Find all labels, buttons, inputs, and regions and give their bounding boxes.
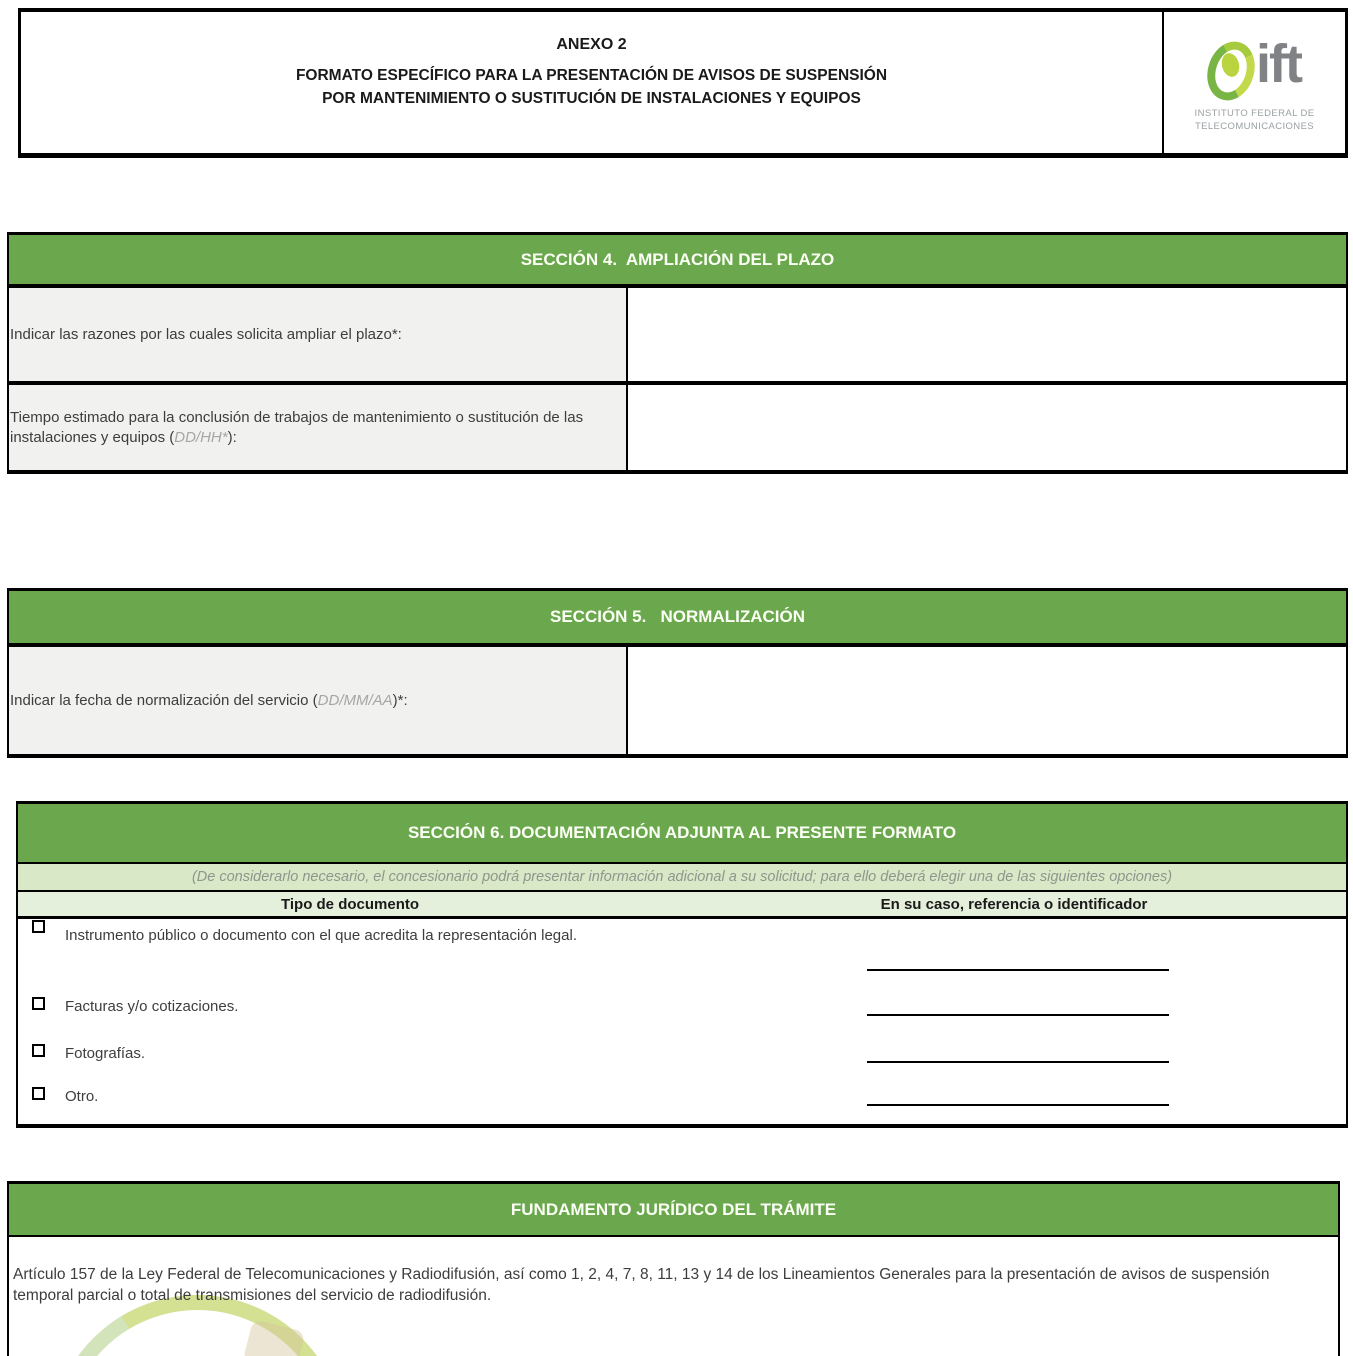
razones-ampliar-plazo-label — [9, 288, 628, 381]
label-suffix: ): — [227, 428, 237, 446]
ift-logo — [1162, 12, 1345, 153]
form-title-line2: POR MANTENIMIENTO O SUSTITUCIÓN DE INSTALACIONES Y EQUIPOS — [322, 90, 861, 107]
section-6-documentacion-adjunta — [16, 801, 1348, 1128]
annex-title: ANEXO 2 — [556, 36, 627, 53]
tiempo-estimado-label — [9, 385, 628, 470]
reference-line-facturas[interactable] — [867, 1014, 1169, 1016]
razones-ampliar-plazo-input[interactable] — [628, 288, 1346, 381]
reference-line-fotografias[interactable] — [867, 1061, 1169, 1063]
fundamento-juridico-section — [7, 1181, 1340, 1356]
checkbox-facturas[interactable] — [32, 997, 45, 1010]
section-6-note: (De considerarlo necesario, el concesionario podrá presentar información adicional a su solicitud; para ello deberá elegir una de las siguientes opciones) — [18, 864, 1346, 892]
section-4-row-razones — [9, 288, 1346, 381]
fundamento-juridico-text: Artículo 157 de la Ley Federal de Telecomunicaciones y Radiodifusión, así como 1, 2, 4, 7, 8, 11, 13 y 14 de los Lineamientos Generales para la presentación de avisos de suspensión temporal parcial o total de transmisiones del servicio de radiodifusión. — [13, 1266, 1270, 1304]
section-5-title: SECCIÓN 5. NORMALIZACIÓN — [9, 591, 1346, 647]
fecha-normalizacion-input[interactable] — [628, 647, 1346, 754]
section-6-document-list — [18, 919, 1346, 1124]
section-4-ampliacion-del-plazo — [7, 232, 1348, 474]
section-4-row-tiempo-estimado — [9, 381, 1346, 470]
doc-item-label: Otro. — [65, 1088, 99, 1105]
document-header — [18, 8, 1348, 158]
reference-line-instrumento-publico[interactable] — [867, 969, 1169, 971]
ift-swirl-icon — [1208, 39, 1252, 97]
doc-item-instrumento-publico — [32, 919, 1346, 971]
section-5-normalizacion — [7, 588, 1348, 758]
fecha-normalizacion-label — [9, 647, 628, 754]
ift-org-line2: TELECOMUNICACIONES — [1194, 120, 1315, 132]
label-suffix: )*: — [392, 691, 408, 709]
fundamento-juridico-body — [9, 1237, 1338, 1356]
label-prefix: Indicar la fecha de normalización del servicio ( — [10, 691, 318, 709]
doc-item-label: Fotografías. — [65, 1045, 146, 1062]
reference-line-otro[interactable] — [867, 1104, 1169, 1106]
checkbox-fotografias[interactable] — [32, 1044, 45, 1057]
doc-item-facturas — [32, 996, 1346, 1016]
checkbox-instrumento-publico[interactable] — [32, 920, 45, 933]
label-hint-ddhh: DD/HH* — [174, 428, 228, 446]
fundamento-juridico-title: FUNDAMENTO JURÍDICO DEL TRÁMITE — [9, 1184, 1338, 1237]
doc-item-label: Facturas y/o cotizaciones. — [65, 998, 239, 1015]
ift-logo-text: ift — [1256, 33, 1301, 94]
column-header-referencia: En su caso, referencia o identificador — [880, 895, 1148, 913]
ift-logo-row — [1208, 33, 1301, 97]
doc-item-label: Instrumento público o documento con el que acredita la representación legal. — [65, 927, 577, 944]
doc-item-fotografias — [32, 1043, 1346, 1063]
ift-watermark-beige-shape — [242, 1319, 305, 1356]
section-5-row-fecha — [9, 647, 1346, 754]
doc-item-otro — [32, 1086, 1346, 1106]
label-hint-ddmmaa: DD/MM/AA — [317, 691, 393, 709]
ift-org-line1: INSTITUTO FEDERAL DE — [1194, 107, 1315, 119]
label-prefix: Tiempo estimado para la conclusión de trabajos de mantenimiento o sustitución de las instalaciones y equipos ( — [10, 408, 584, 446]
tiempo-estimado-input[interactable] — [628, 385, 1346, 470]
form-title-line1: FORMATO ESPECÍFICO PARA LA PRESENTACIÓN DE AVISOS DE SUSPENSIÓN — [295, 67, 888, 84]
section-6-title: SECCIÓN 6. DOCUMENTACIÓN ADJUNTA AL PRESENTE FORMATO — [18, 804, 1346, 864]
ift-org-name — [1195, 107, 1315, 133]
document-titles — [21, 12, 1162, 153]
section-4-title: SECCIÓN 4. AMPLIACIÓN DEL PLAZO — [9, 235, 1346, 288]
column-header-tipo-documento: Tipo de documento — [280, 895, 420, 913]
section-6-column-headers — [18, 892, 1346, 919]
checkbox-otro[interactable] — [32, 1087, 45, 1100]
label-prefix: Indicar las razones por las cuales solicita ampliar el plazo*: — [10, 325, 402, 343]
